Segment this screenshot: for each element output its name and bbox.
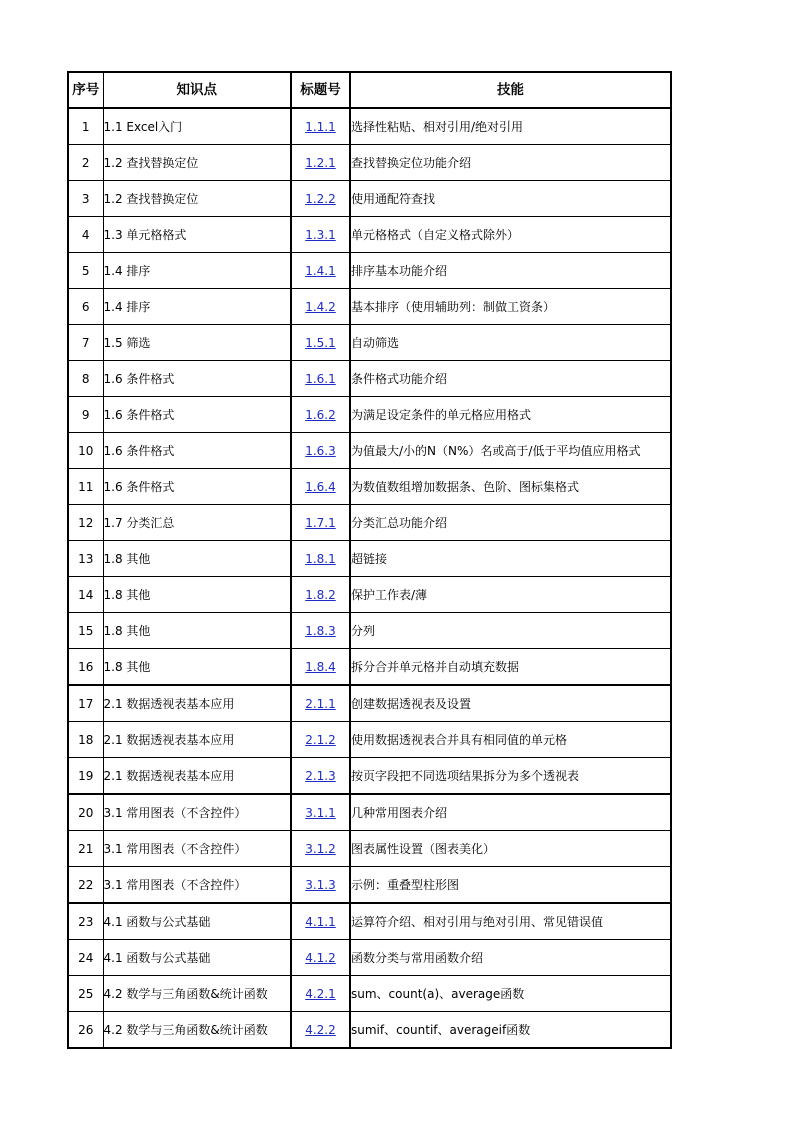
row-code-cell bbox=[291, 325, 350, 361]
knowledge-table bbox=[67, 71, 672, 1049]
table-row bbox=[68, 831, 671, 867]
row-number: 2 bbox=[68, 145, 103, 181]
table-row bbox=[68, 181, 671, 217]
row-topic: 4.2 数学与三角函数&统计函数 bbox=[103, 1012, 291, 1049]
row-code-link[interactable]: 3.1.1 bbox=[305, 805, 336, 820]
row-skill: 分类汇总功能介绍 bbox=[350, 505, 671, 541]
row-topic: 1.8 其他 bbox=[103, 541, 291, 577]
row-number: 22 bbox=[68, 867, 103, 904]
row-number: 5 bbox=[68, 253, 103, 289]
row-topic: 1.2 查找替换定位 bbox=[103, 145, 291, 181]
row-code-cell bbox=[291, 108, 350, 145]
row-code-link[interactable]: 1.8.1 bbox=[305, 551, 336, 566]
table-row bbox=[68, 794, 671, 831]
row-code-cell bbox=[291, 145, 350, 181]
row-skill: 使用通配符查找 bbox=[350, 181, 671, 217]
row-code-cell bbox=[291, 217, 350, 253]
row-code-cell bbox=[291, 397, 350, 433]
row-number: 21 bbox=[68, 831, 103, 867]
row-skill: 分列 bbox=[350, 613, 671, 649]
row-number: 10 bbox=[68, 433, 103, 469]
row-code-link[interactable]: 1.6.4 bbox=[305, 479, 336, 494]
row-skill: 创建数据透视表及设置 bbox=[350, 685, 671, 722]
row-code-link[interactable]: 3.1.3 bbox=[305, 877, 336, 892]
row-number: 4 bbox=[68, 217, 103, 253]
row-topic: 1.6 条件格式 bbox=[103, 361, 291, 397]
table-row bbox=[68, 469, 671, 505]
header-no: 序号 bbox=[68, 72, 103, 108]
table-row bbox=[68, 722, 671, 758]
table-header-row bbox=[68, 72, 671, 108]
row-skill: 运算符介绍、相对引用与绝对引用、常见错误值 bbox=[350, 903, 671, 940]
row-code-cell bbox=[291, 903, 350, 940]
row-skill: sum、count(a)、average函数 bbox=[350, 976, 671, 1012]
row-code-link[interactable]: 1.6.3 bbox=[305, 443, 336, 458]
row-skill: sumif、countif、averageif函数 bbox=[350, 1012, 671, 1049]
header-skill: 技能 bbox=[350, 72, 671, 108]
row-code-cell bbox=[291, 794, 350, 831]
table-row bbox=[68, 433, 671, 469]
row-topic: 1.5 筛选 bbox=[103, 325, 291, 361]
row-skill: 为数值数组增加数据条、色阶、图标集格式 bbox=[350, 469, 671, 505]
row-skill: 示例：重叠型柱形图 bbox=[350, 867, 671, 904]
row-number: 3 bbox=[68, 181, 103, 217]
row-code-cell bbox=[291, 541, 350, 577]
row-code-link[interactable]: 1.3.1 bbox=[305, 227, 336, 242]
row-code-cell bbox=[291, 181, 350, 217]
row-topic: 1.1 Excel入门 bbox=[103, 108, 291, 145]
row-skill: 条件格式功能介绍 bbox=[350, 361, 671, 397]
row-topic: 1.8 其他 bbox=[103, 613, 291, 649]
table-row bbox=[68, 361, 671, 397]
table-row bbox=[68, 976, 671, 1012]
row-skill: 使用数据透视表合并具有相同值的单元格 bbox=[350, 722, 671, 758]
row-code-link[interactable]: 1.8.2 bbox=[305, 587, 336, 602]
row-topic: 1.8 其他 bbox=[103, 577, 291, 613]
row-topic: 2.1 数据透视表基本应用 bbox=[103, 758, 291, 795]
row-code-link[interactable]: 2.1.2 bbox=[305, 732, 336, 747]
row-skill: 为值最大/小的N（N%）名或高于/低于平均值应用格式 bbox=[350, 433, 671, 469]
row-topic: 2.1 数据透视表基本应用 bbox=[103, 722, 291, 758]
row-code-cell bbox=[291, 1012, 350, 1049]
row-code-cell bbox=[291, 685, 350, 722]
row-code-link[interactable]: 4.1.1 bbox=[305, 914, 336, 929]
row-number: 17 bbox=[68, 685, 103, 722]
row-skill: 单元格格式（自定义格式除外） bbox=[350, 217, 671, 253]
table-row bbox=[68, 325, 671, 361]
row-code-link[interactable]: 4.2.1 bbox=[305, 986, 336, 1001]
table-row bbox=[68, 397, 671, 433]
row-code-cell bbox=[291, 940, 350, 976]
table-row bbox=[68, 903, 671, 940]
row-code-cell bbox=[291, 976, 350, 1012]
row-skill: 基本排序（使用辅助列：制做工资条） bbox=[350, 289, 671, 325]
row-code-link[interactable]: 4.1.2 bbox=[305, 950, 336, 965]
row-number: 26 bbox=[68, 1012, 103, 1049]
row-skill: 排序基本功能介绍 bbox=[350, 253, 671, 289]
row-skill: 拆分合并单元格并自动填充数据 bbox=[350, 649, 671, 686]
row-code-cell bbox=[291, 722, 350, 758]
row-number: 19 bbox=[68, 758, 103, 795]
row-number: 20 bbox=[68, 794, 103, 831]
row-topic: 1.6 条件格式 bbox=[103, 433, 291, 469]
row-topic: 1.4 排序 bbox=[103, 289, 291, 325]
row-number: 24 bbox=[68, 940, 103, 976]
header-topic: 知识点 bbox=[103, 72, 291, 108]
row-skill: 几种常用图表介绍 bbox=[350, 794, 671, 831]
row-code-cell bbox=[291, 289, 350, 325]
row-skill: 保护工作表/薄 bbox=[350, 577, 671, 613]
table-row bbox=[68, 1012, 671, 1049]
row-number: 7 bbox=[68, 325, 103, 361]
row-skill: 图表属性设置（图表美化） bbox=[350, 831, 671, 867]
row-code-link[interactable]: 1.4.2 bbox=[305, 299, 336, 314]
row-code-link[interactable]: 1.6.1 bbox=[305, 371, 336, 386]
row-code-link[interactable]: 2.1.3 bbox=[305, 768, 336, 783]
table-row bbox=[68, 253, 671, 289]
row-topic: 1.8 其他 bbox=[103, 649, 291, 686]
row-number: 18 bbox=[68, 722, 103, 758]
row-topic: 1.7 分类汇总 bbox=[103, 505, 291, 541]
row-code-link[interactable]: 2.1.1 bbox=[305, 696, 336, 711]
row-skill: 函数分类与常用函数介绍 bbox=[350, 940, 671, 976]
row-code-cell bbox=[291, 831, 350, 867]
row-topic: 1.4 排序 bbox=[103, 253, 291, 289]
table-row bbox=[68, 541, 671, 577]
row-code-link[interactable]: 1.1.1 bbox=[305, 119, 336, 134]
table-row bbox=[68, 940, 671, 976]
table-row bbox=[68, 289, 671, 325]
table-row bbox=[68, 867, 671, 904]
row-code-cell bbox=[291, 469, 350, 505]
row-number: 8 bbox=[68, 361, 103, 397]
row-code-cell bbox=[291, 361, 350, 397]
table-row bbox=[68, 758, 671, 795]
row-topic: 4.1 函数与公式基础 bbox=[103, 903, 291, 940]
table-row bbox=[68, 145, 671, 181]
row-code-cell bbox=[291, 613, 350, 649]
row-code-link[interactable]: 1.4.1 bbox=[305, 263, 336, 278]
row-topic: 2.1 数据透视表基本应用 bbox=[103, 685, 291, 722]
row-code-cell bbox=[291, 577, 350, 613]
row-topic: 1.2 查找替换定位 bbox=[103, 181, 291, 217]
row-skill: 超链接 bbox=[350, 541, 671, 577]
row-code-cell bbox=[291, 433, 350, 469]
row-number: 12 bbox=[68, 505, 103, 541]
table-row bbox=[68, 649, 671, 686]
table-body bbox=[68, 108, 671, 1048]
row-number: 15 bbox=[68, 613, 103, 649]
table-row bbox=[68, 108, 671, 145]
row-number: 13 bbox=[68, 541, 103, 577]
row-code-link[interactable]: 1.8.3 bbox=[305, 623, 336, 638]
row-code-cell bbox=[291, 505, 350, 541]
row-code-link[interactable]: 1.6.2 bbox=[305, 407, 336, 422]
row-number: 6 bbox=[68, 289, 103, 325]
row-skill: 查找替换定位功能介绍 bbox=[350, 145, 671, 181]
row-skill: 选择性粘贴、相对引用/绝对引用 bbox=[350, 108, 671, 145]
row-code-cell bbox=[291, 253, 350, 289]
table-row bbox=[68, 685, 671, 722]
row-topic: 4.1 函数与公式基础 bbox=[103, 940, 291, 976]
row-skill: 自动筛选 bbox=[350, 325, 671, 361]
row-code-cell bbox=[291, 649, 350, 686]
row-number: 16 bbox=[68, 649, 103, 686]
table-row bbox=[68, 505, 671, 541]
row-code-link[interactable]: 1.7.1 bbox=[305, 515, 336, 530]
table-row bbox=[68, 613, 671, 649]
row-number: 11 bbox=[68, 469, 103, 505]
row-code-link[interactable]: 1.5.1 bbox=[305, 335, 336, 350]
row-topic: 1.3 单元格格式 bbox=[103, 217, 291, 253]
row-skill: 按页字段把不同选项结果拆分为多个透视表 bbox=[350, 758, 671, 795]
row-topic: 3.1 常用图表（不含控件） bbox=[103, 867, 291, 904]
header-code: 标题号 bbox=[291, 72, 350, 108]
row-code-link[interactable]: 1.2.1 bbox=[305, 155, 336, 170]
row-code-link[interactable]: 1.2.2 bbox=[305, 191, 336, 206]
row-topic: 3.1 常用图表（不含控件） bbox=[103, 831, 291, 867]
row-code-link[interactable]: 4.2.2 bbox=[305, 1022, 336, 1037]
row-number: 23 bbox=[68, 903, 103, 940]
row-number: 9 bbox=[68, 397, 103, 433]
row-code-link[interactable]: 1.8.4 bbox=[305, 659, 336, 674]
row-topic: 1.6 条件格式 bbox=[103, 469, 291, 505]
row-number: 14 bbox=[68, 577, 103, 613]
row-code-link[interactable]: 3.1.2 bbox=[305, 841, 336, 856]
row-skill: 为满足设定条件的单元格应用格式 bbox=[350, 397, 671, 433]
row-topic: 3.1 常用图表（不含控件） bbox=[103, 794, 291, 831]
row-code-cell bbox=[291, 758, 350, 795]
row-topic: 4.2 数学与三角函数&统计函数 bbox=[103, 976, 291, 1012]
row-number: 25 bbox=[68, 976, 103, 1012]
row-topic: 1.6 条件格式 bbox=[103, 397, 291, 433]
row-number: 1 bbox=[68, 108, 103, 145]
row-code-cell bbox=[291, 867, 350, 904]
table-row bbox=[68, 577, 671, 613]
table-row bbox=[68, 217, 671, 253]
